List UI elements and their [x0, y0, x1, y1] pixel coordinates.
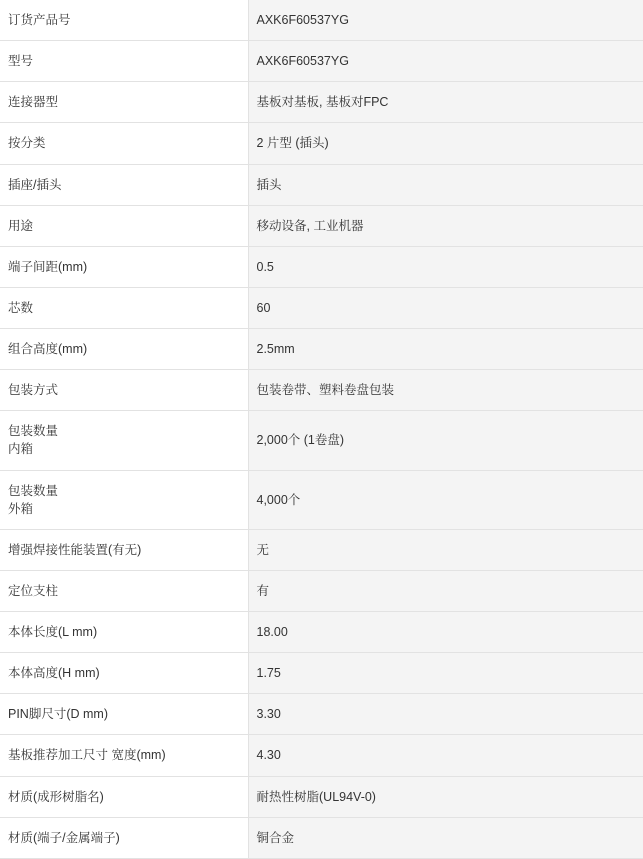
row-label-text: 本体长度(L mm) — [8, 625, 98, 639]
row-label-text: 包装数量 — [8, 483, 59, 498]
table-row — [0, 776, 643, 817]
table-row — [0, 570, 643, 611]
row-value-text: 移动设备, 工业机器 — [256, 218, 364, 233]
row-label — [0, 612, 248, 653]
row-label-text: 包装数量 — [8, 424, 59, 439]
row-label — [0, 205, 248, 246]
table-row — [0, 735, 643, 776]
row-label-subtext: 外箱 — [8, 501, 34, 516]
table-row — [0, 817, 643, 858]
row-label — [0, 370, 248, 411]
table-row — [0, 370, 643, 411]
row-value: 0.5 — [248, 246, 643, 287]
table-row — [0, 164, 643, 205]
row-value: 60 — [248, 287, 643, 328]
row-label-subtext: 内箱 — [8, 442, 34, 457]
row-label-text: 增强焊接性能装置(有无) — [8, 542, 142, 557]
row-value: 基板对基板, 基板对FPC — [248, 82, 643, 123]
row-label — [0, 0, 248, 41]
row-value: 18.00 — [248, 612, 643, 653]
row-label-text: 芯数 — [8, 300, 34, 315]
row-label-text: 型号 — [8, 54, 34, 69]
row-value: AXK6F60537YG — [248, 0, 643, 41]
row-value: 包装卷带、塑料卷盘包装 — [248, 370, 643, 411]
table-row — [0, 82, 643, 123]
row-label-text: 材质(端子/金属端子) — [8, 830, 120, 845]
row-value: 4,000个 — [248, 470, 643, 529]
row-label-text: 连接器型 — [8, 95, 59, 110]
row-label — [0, 817, 248, 858]
table-row — [0, 205, 643, 246]
row-value: 1.75 — [248, 653, 643, 694]
row-label — [0, 529, 248, 570]
row-label — [0, 735, 248, 776]
row-label — [0, 246, 248, 287]
row-value: 无 — [248, 529, 643, 570]
row-label — [0, 470, 248, 529]
table-row — [0, 470, 643, 529]
table-row — [0, 411, 643, 470]
row-label-text: 端子间距(mm) — [8, 259, 88, 274]
table-row — [0, 529, 643, 570]
row-label-text: 按分类 — [8, 136, 46, 151]
row-label-text: 本体高度(H mm) — [8, 666, 100, 681]
row-value: 耐热性树脂(UL94V-0) — [248, 776, 643, 817]
row-label-text: 材质(成形树脂名) — [8, 789, 104, 804]
row-value: 有 — [248, 570, 643, 611]
row-label-text: 插座/插头 — [8, 177, 62, 192]
table-row — [0, 329, 643, 370]
row-value: 3.30 — [248, 694, 643, 735]
row-value: 铜合金 — [248, 817, 643, 858]
row-label — [0, 164, 248, 205]
row-label-text: 包装方式 — [8, 383, 59, 398]
row-label-text: 组合高度(mm) — [8, 342, 88, 356]
row-value: 2,000个 (1卷盘) — [248, 411, 643, 470]
row-label — [0, 329, 248, 370]
row-label — [0, 776, 248, 817]
table-row — [0, 0, 643, 41]
row-label-text: 订货产品号 — [8, 13, 71, 27]
row-label — [0, 411, 248, 470]
row-label — [0, 287, 248, 328]
row-label — [0, 82, 248, 123]
table-row — [0, 612, 643, 653]
table-row — [0, 246, 643, 287]
row-label — [0, 653, 248, 694]
table-row — [0, 653, 643, 694]
row-value: 插头 — [248, 164, 643, 205]
table-row — [0, 694, 643, 735]
table-row — [0, 287, 643, 328]
row-label — [0, 694, 248, 735]
row-value: 4.30 — [248, 735, 643, 776]
row-value: 2.5mm — [248, 329, 643, 370]
row-value — [248, 205, 643, 246]
table-row — [0, 123, 643, 164]
row-label — [0, 123, 248, 164]
row-label — [0, 570, 248, 611]
row-label-text: PIN脚尺寸(D mm) — [8, 707, 108, 722]
row-label-text: 定位支柱 — [8, 583, 59, 598]
row-value: AXK6F60537YG — [248, 41, 643, 82]
row-value: 2 片型 (插头) — [248, 123, 643, 164]
row-label-text: 用途 — [8, 218, 34, 233]
row-label-text: 基板推荐加工尺寸 宽度(mm) — [8, 748, 166, 763]
table-row — [0, 41, 643, 82]
row-label — [0, 41, 248, 82]
